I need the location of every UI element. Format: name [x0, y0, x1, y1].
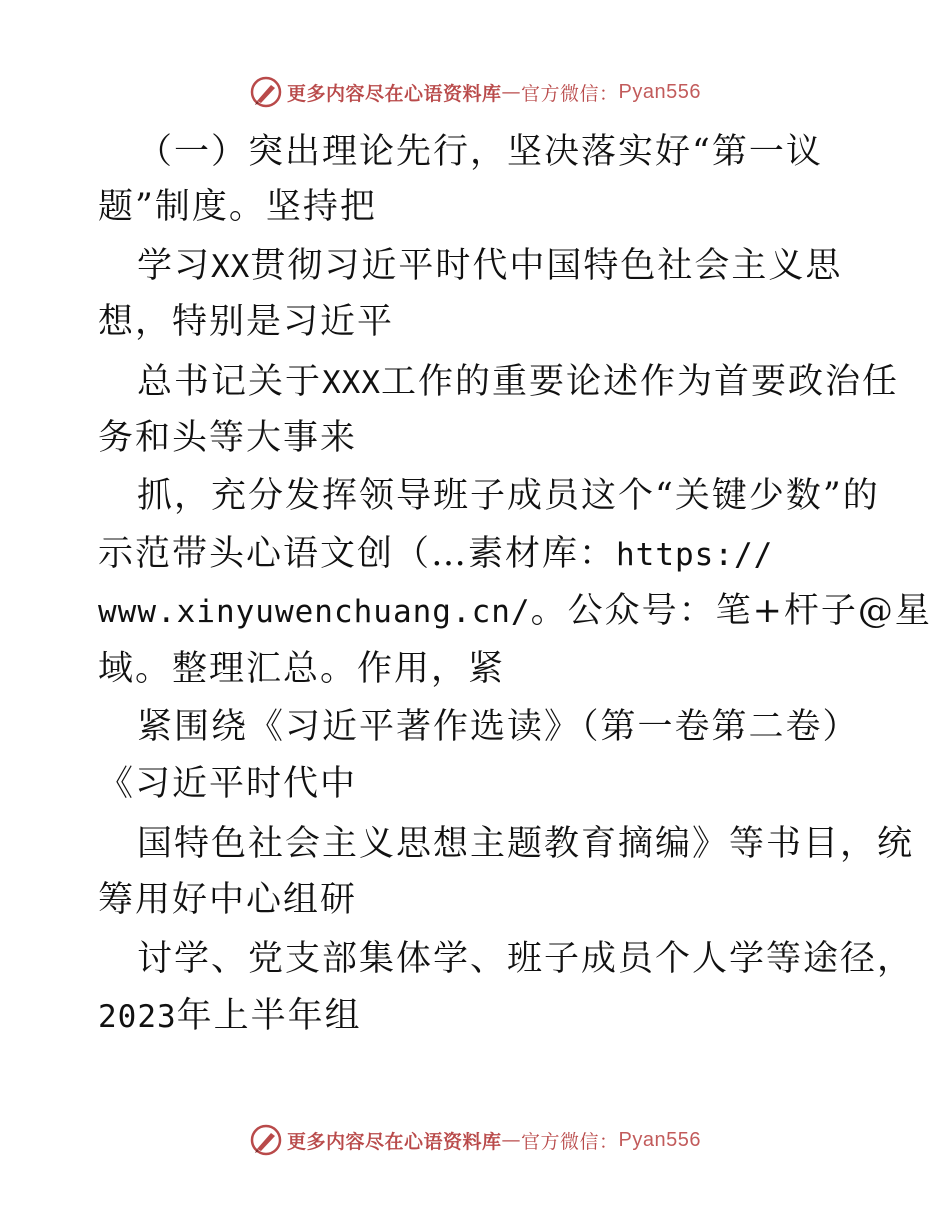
text-run: 贯彻习近平时代中国特色社会主义思: [250, 246, 843, 286]
banner-wechat-label: 官方微信：: [521, 82, 619, 105]
text-run-latin: 2023: [98, 999, 177, 1035]
text-run: 工作的重要论述作为首要政治任: [381, 362, 900, 402]
text-run: 示范带头心语文创（…素材库：: [98, 534, 617, 574]
text-run: 。公众号：笔+杆子@星: [530, 591, 932, 631]
banner-wechat-id: Pyan556: [618, 1128, 701, 1151]
pen-logo-icon: [249, 1123, 283, 1157]
paragraph-5-line-2: 《习近平时代中: [98, 764, 358, 804]
text-run-latin: https://: [616, 537, 774, 573]
pen-logo-icon: [249, 75, 283, 109]
banner-title: 更多内容尽在心语资料库: [287, 1130, 502, 1153]
text-run: 总书记关于: [137, 362, 323, 402]
paragraph-4-line-2: [98, 532, 773, 577]
paragraph-4-line-3: [98, 589, 932, 634]
text-run-latin: XX: [211, 249, 251, 285]
paragraph-2-line-2: 想，特别是习近平: [98, 302, 395, 342]
paragraph-5-line-1: 紧围绕《习近平著作选读》（第一卷第二卷）: [137, 707, 860, 747]
banner-wechat-id: Pyan556: [618, 80, 701, 103]
text-run: 学习: [137, 246, 212, 286]
paragraph-7-line-1: 讨学、党支部集体学、班子成员个人学等途径，: [137, 939, 915, 979]
banner-wechat-label: 官方微信：: [521, 1130, 619, 1153]
paragraph-6-line-1: 国特色社会主义思想主题教育摘编》等书目，统: [137, 824, 915, 864]
paragraph-3-line-2: 务和头等大事来: [98, 418, 358, 458]
paragraph-1-line-2: 题”制度。坚持把: [98, 187, 377, 227]
paragraph-7-line-2: [98, 994, 362, 1039]
paragraph-3-line-1: [137, 360, 899, 405]
paragraph-1-line-1: （一）突出理论先行，坚决落实好“第一议: [137, 132, 823, 172]
banner-title: 更多内容尽在心语资料库: [287, 82, 502, 105]
text-run-latin: www.xinyuwenchuang.cn/: [98, 594, 531, 630]
paragraph-6-line-2: 筹用好中心组研: [98, 880, 358, 920]
paragraph-2-line-1: [137, 244, 842, 289]
paragraph-4-line-4: 域。整理汇总。作用，紧: [98, 649, 506, 689]
footer-banner: [0, 1118, 950, 1162]
text-run-latin: XXX: [322, 365, 382, 401]
banner-dash: —: [501, 81, 522, 103]
banner-dash: —: [501, 1129, 522, 1151]
paragraph-4-line-1: 抓，充分发挥领导班子成员这个“关键少数”的: [137, 476, 880, 516]
header-banner: [0, 70, 950, 114]
text-run: 年上半年组: [176, 996, 362, 1036]
